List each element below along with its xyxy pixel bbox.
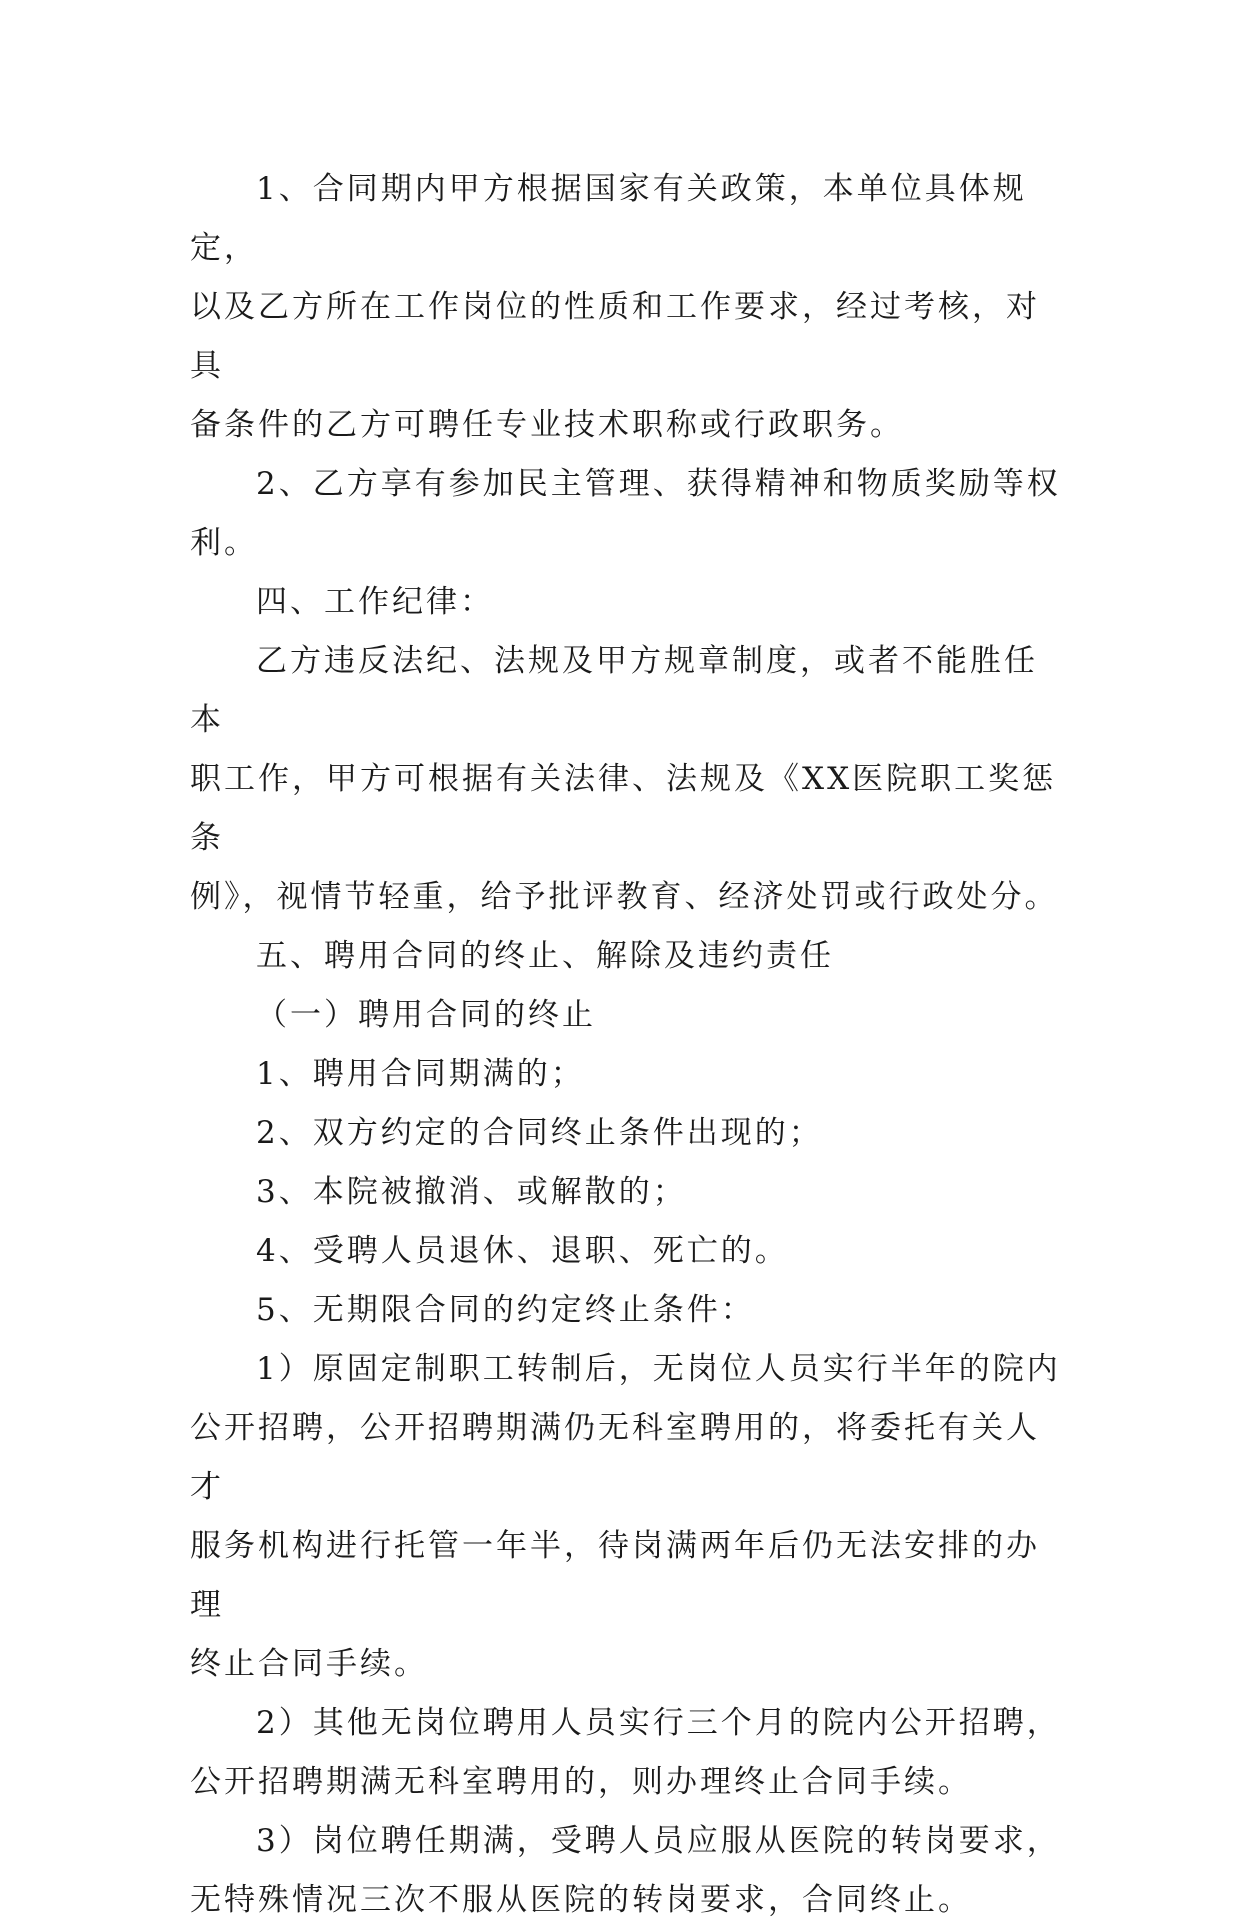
list-item-contract-expired xyxy=(190,1045,1070,1104)
text-line: 4、受聘人员退休、退职、死亡的。 xyxy=(256,1233,789,1269)
list-item-retirement-death xyxy=(190,1222,1070,1281)
text-line: 职工作，甲方可根据有关法律、法规及《XX医院职工奖惩条 xyxy=(190,761,1057,856)
text-line: 乙方违反法纪、法规及甲方规章制度，或者不能胜任本 xyxy=(190,643,1038,738)
text-line: 利。 xyxy=(190,525,258,561)
sub-item-converted-staff xyxy=(190,1340,1070,1694)
text-line: 2）其他无岗位聘用人员实行三个月的院内公开招聘， xyxy=(256,1705,1061,1741)
text-line: 四、工作纪律： xyxy=(256,584,494,620)
text-line: 五、聘用合同的终止、解除及违约责任 xyxy=(256,938,834,974)
text-line: 公开招聘期满无科室聘用的，则办理终止合同手续。 xyxy=(190,1764,972,1800)
text-line: 服务机构进行托管一年半，待岗满两年后仍无法安排的办理 xyxy=(190,1528,1040,1623)
paragraph-promotion-rights xyxy=(190,160,1070,455)
section-heading-work-discipline xyxy=(190,573,1070,632)
text-line: 例》，视情节轻重，给予批评教育、经济处罚或行政处分。 xyxy=(190,879,1059,915)
text-line: 2、双方约定的合同终止条件出现的； xyxy=(256,1115,823,1151)
list-item-hospital-dissolved xyxy=(190,1163,1070,1222)
subsection-heading-termination xyxy=(190,986,1070,1045)
text-line: （一）聘用合同的终止 xyxy=(256,997,596,1033)
text-line: 3）岗位聘任期满，受聘人员应服从医院的转岗要求， xyxy=(256,1823,1061,1859)
list-item-open-ended-conditions xyxy=(190,1281,1070,1340)
sub-item-other-unassigned-staff xyxy=(190,1694,1070,1812)
text-line: 1）原固定制职工转制后，无岗位人员实行半年的院内 xyxy=(256,1351,1061,1387)
text-line: 备条件的乙方可聘任专业技术职称或行政职务。 xyxy=(190,407,904,443)
list-item-agreed-condition xyxy=(190,1104,1070,1163)
text-line: 公开招聘，公开招聘期满仍无科室聘用的，将委托有关人才 xyxy=(190,1410,1040,1505)
text-line: 2、乙方享有参加民主管理、获得精神和物质奖励等权 xyxy=(256,466,1061,502)
sub-item-transfer-refusal xyxy=(190,1812,1070,1930)
text-line: 终止合同手续。 xyxy=(190,1646,428,1682)
section-heading-contract-termination xyxy=(190,927,1070,986)
text-line: 无特殊情况三次不服从医院的转岗要求，合同终止。 xyxy=(190,1882,972,1918)
text-line: 3、本院被撤消、或解散的； xyxy=(256,1174,687,1210)
paragraph-participation-rights xyxy=(190,455,1070,573)
paragraph-discipline-violations xyxy=(190,632,1070,927)
text-line: 1、合同期内甲方根据国家有关政策，本单位具体规定， xyxy=(190,171,1027,266)
text-line: 5、无期限合同的约定终止条件： xyxy=(256,1292,755,1328)
text-line: 以及乙方所在工作岗位的性质和工作要求，经过考核，对具 xyxy=(190,289,1040,384)
document-body xyxy=(190,160,1070,1930)
text-line: 1、聘用合同期满的； xyxy=(256,1056,585,1092)
